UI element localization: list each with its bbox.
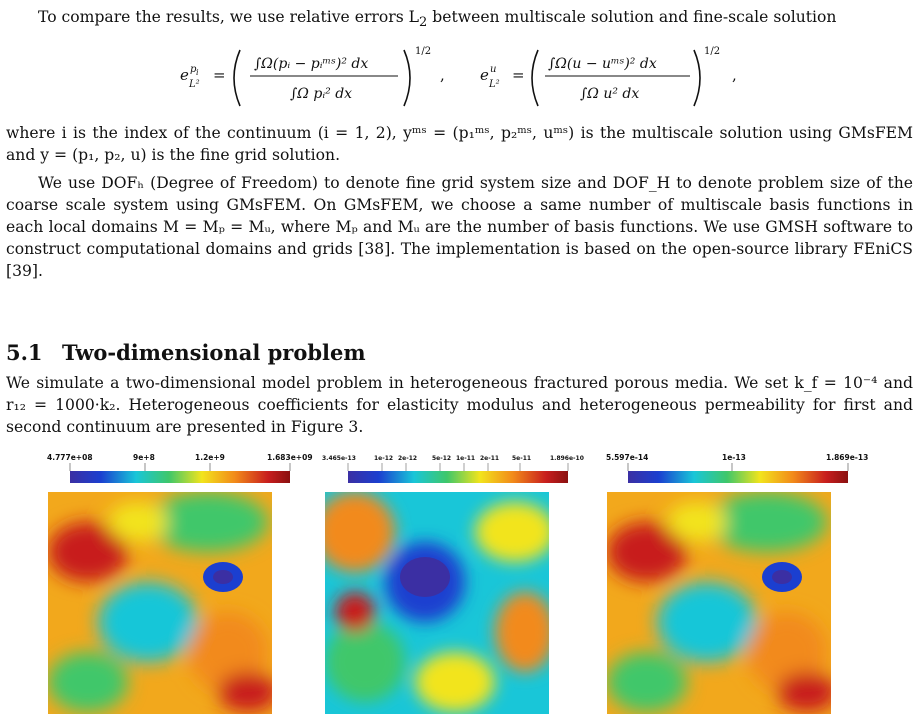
- figure-panel-elasticity: [45, 452, 335, 714]
- section-heading: [6, 340, 366, 365]
- error-equation: [0, 38, 919, 118]
- colorbar: [45, 452, 335, 486]
- paragraph-model: We simulate a two-dimensional model problem in heterogeneous fractured porous media. We set k_f = 10⁻⁴ and r₁₂ = 1000·k₂. Heterogeneous coefficients for elasticity modulus and heterogeneous permeability for first and second continuum are presented in Figure 3.: [6, 374, 913, 436]
- tick-label: 1.869e-13: [826, 453, 869, 462]
- eq-left-lhs: e: [180, 66, 189, 84]
- tick-label: 3.465e-13: [322, 455, 356, 462]
- svg-text:p: p: [190, 64, 197, 75]
- svg-text:L²: L²: [189, 79, 200, 90]
- eq-right-numerator: ∫Ω(u − uᵐˢ)² dx: [548, 56, 657, 72]
- tick-label: 1.896e-10: [550, 455, 584, 462]
- section-title: Two-dimensional problem: [62, 340, 366, 365]
- svg-text:,: ,: [440, 66, 445, 84]
- svg-text:u: u: [490, 64, 497, 75]
- svg-text:=: =: [213, 66, 226, 84]
- eq-left-denominator: ∫Ω pᵢ² dx: [290, 86, 353, 102]
- eq-left-numerator: ∫Ω(pᵢ − pᵢᵐˢ)² dx: [254, 56, 369, 72]
- tick-label: 5e-12: [432, 455, 452, 462]
- tick-label: 4.777e+08: [47, 453, 93, 462]
- tick-label: 1e-13: [722, 453, 746, 462]
- svg-text:1/2: 1/2: [704, 46, 721, 57]
- permeability-field-map-1: [325, 492, 549, 714]
- tick-label: 2e-12: [398, 455, 418, 462]
- tick-label: 1e-11: [456, 455, 476, 462]
- figure-panel-permeability-2: [604, 452, 894, 714]
- figure-panel-permeability-1: [322, 452, 612, 714]
- tick-label: 1.2e+9: [195, 453, 225, 462]
- tick-label: 2e-11: [480, 455, 500, 462]
- tick-label: 9e+8: [133, 453, 155, 462]
- eq-right-lhs: e: [480, 66, 489, 84]
- tick-label: 5e-11: [512, 455, 532, 462]
- svg-text:L²: L²: [489, 79, 500, 90]
- section-number: 5.1: [6, 340, 43, 365]
- paragraph-intro: To compare the results, we use relative errors $L_2$ between multiscale solution and fine-scale solution: [38, 8, 837, 31]
- elasticity-field-map: [48, 492, 272, 714]
- eq-right-denominator: ∫Ω u² dx: [580, 86, 640, 102]
- permeability-field-map-2: [607, 492, 831, 714]
- tick-label: 5.597e-14: [606, 453, 649, 462]
- paragraph-dof: We use DOFₕ (Degree of Freedom) to denote fine grid system size and DOF_H to denote problem size of the coarse scale system using GMsFEM. On GMsFEM, we choose a same number of multiscale basis functions in each local domains M = Mₚ = Mᵤ, where Mₚ and Mᵤ are the number of basis functions. We use GMSH software to construct computational domains and grids [38]. The implementation is based on the open-source library FEniCS [39].: [6, 174, 913, 280]
- svg-text:i: i: [196, 68, 199, 77]
- svg-text:,: ,: [732, 66, 737, 84]
- paragraph-where: where i is the index of the continuum (i = 1, 2), yᵐˢ = (p₁ᵐˢ, p₂ᵐˢ, uᵐˢ) is the multiscale solution using GMsFEM and y = (p₁, p₂, u) is the fine grid solution.: [6, 124, 913, 164]
- tick-label: 1.683e+09: [267, 453, 313, 462]
- svg-text:1/2: 1/2: [415, 46, 432, 57]
- tick-label: 1e-12: [374, 455, 394, 462]
- colorbar: [322, 452, 612, 486]
- svg-text:=: =: [512, 66, 525, 84]
- colorbar: [604, 452, 894, 486]
